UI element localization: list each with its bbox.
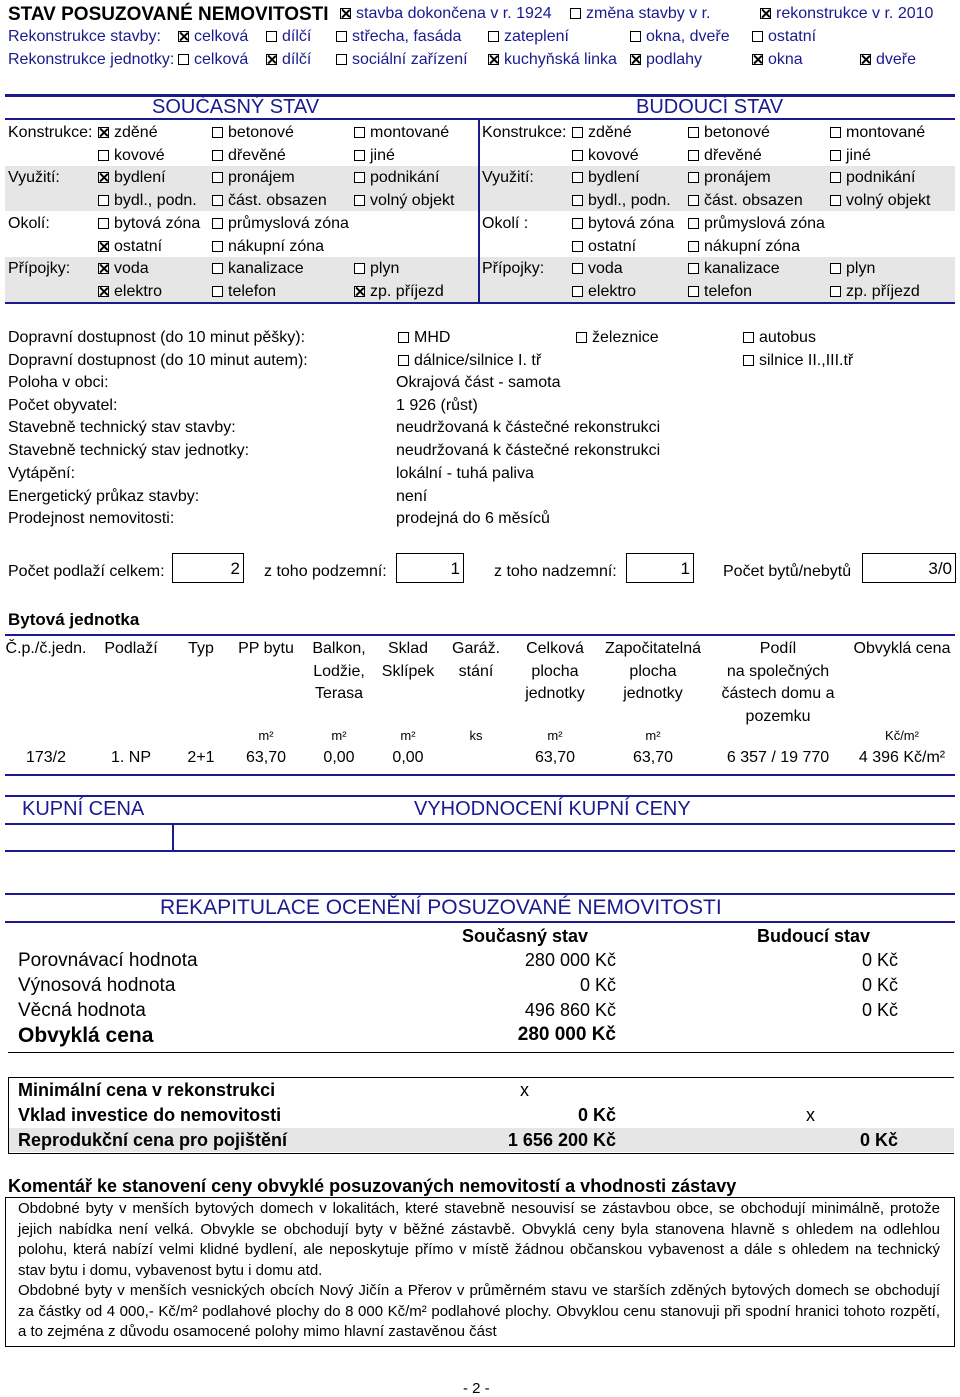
checkbox-icon bbox=[336, 31, 347, 42]
checkbox-option[interactable]: dřevěné bbox=[212, 147, 286, 165]
okoli-label: Okolí: bbox=[8, 215, 50, 232]
checkbox-icon bbox=[572, 263, 583, 274]
checkbox-icon bbox=[212, 286, 223, 297]
checkbox-icon bbox=[354, 195, 365, 206]
doprava-pesky-label: Dopravní dostupnost (do 10 minut pěšky): bbox=[8, 329, 306, 346]
vyuziti-label: Využití: bbox=[8, 169, 60, 186]
checkbox-option[interactable]: elektro bbox=[572, 283, 636, 301]
obvykla-cena-label: Obvyklá cena bbox=[18, 1024, 154, 1047]
checkbox-option[interactable]: jiné bbox=[354, 147, 395, 165]
checkbox-icon bbox=[830, 195, 841, 206]
checkbox-icon bbox=[266, 31, 277, 42]
info-value: neudržovaná k částečné rekonstrukci bbox=[396, 442, 661, 460]
recap-row-current: 496 860 Kč bbox=[524, 1000, 616, 1020]
table-cell: 0,00 bbox=[323, 749, 355, 766]
column-header: PP bytu bbox=[238, 640, 294, 657]
info-value: 1 926 (růst) bbox=[396, 396, 478, 414]
checkbox-option[interactable]: telefon bbox=[688, 283, 752, 301]
opt-silnice[interactable]: silnice II.,III.tř bbox=[743, 352, 853, 370]
future-state-title: BUDOUCÍ STAV bbox=[636, 96, 784, 118]
rekon-jednotky-label: Rekonstrukce jednotky: bbox=[8, 51, 175, 68]
checkbox-option[interactable]: podnikání bbox=[354, 169, 439, 187]
floors-underground-value: 1 bbox=[396, 553, 464, 583]
recap-row-current: 0 Kč bbox=[579, 975, 616, 995]
checkbox-option[interactable]: dílčí bbox=[266, 28, 311, 46]
table-cell: 2+1 bbox=[187, 749, 215, 766]
checkbox-option[interactable]: kovové bbox=[98, 147, 165, 165]
checkbox-icon bbox=[572, 286, 583, 297]
checked-box-icon bbox=[98, 172, 109, 183]
checked-box-icon bbox=[178, 31, 189, 42]
checkbox-option[interactable]: plyn bbox=[354, 260, 399, 278]
info-label: Prodejnost nemovitosti: bbox=[8, 510, 175, 528]
column-header: Terasa bbox=[314, 685, 364, 702]
comment-paragraph-1: Obdobné byty v menších bytových domech v lokalitách, které stavebně nesouvisí se zástavbou obce, se obchodují minimálně, protože jejich nabídka není velká. Obvykle se obchodují byty v běžné zástavbě. Obvyklá ceny byla stanovena hlavně s ohledem na odlehlou polohu, která nabízí velmi klidné bydlení, ale neposkytuje přímo v místě žádnou občanskou vybavenost a dále s ohledem na technický stav bytu i domu, vybavenost bytu i domu atd. bbox=[18, 1200, 940, 1279]
checked-box-icon bbox=[354, 286, 365, 297]
checkbox-icon bbox=[688, 218, 699, 229]
checked-box-icon bbox=[266, 54, 277, 65]
checkbox-icon bbox=[212, 150, 223, 161]
checkbox-option[interactable]: montované bbox=[354, 124, 449, 142]
checkbox-icon bbox=[572, 218, 583, 229]
floors-above-value: 1 bbox=[626, 553, 694, 583]
checkbox-icon bbox=[212, 241, 223, 252]
kupni-cena-title: KUPNÍ CENA bbox=[22, 798, 145, 820]
column-header: Garáž. bbox=[451, 640, 501, 657]
info-value: prodejná do 6 měsíců bbox=[396, 510, 550, 528]
checkbox-icon bbox=[572, 172, 583, 183]
column-divider bbox=[478, 120, 480, 304]
checkbox-option[interactable]: střecha, fasáda bbox=[336, 28, 461, 46]
recap-row-label: Výnosová hodnota bbox=[18, 975, 176, 996]
table-cell: 173/2 bbox=[25, 749, 67, 766]
info-value: není bbox=[396, 487, 428, 505]
table-cell: 63,70 bbox=[632, 749, 674, 766]
column-header: plocha bbox=[531, 662, 579, 680]
checkbox-icon bbox=[354, 172, 365, 183]
section-rule bbox=[5, 118, 955, 120]
table-rule bbox=[5, 634, 955, 636]
checkbox-option[interactable]: kuchyňská linka bbox=[488, 51, 617, 69]
checkbox-option[interactable]: betonové bbox=[212, 124, 294, 142]
column-header: Balkon, bbox=[312, 640, 366, 657]
checkbox-icon bbox=[398, 355, 409, 366]
table-cell: 63,70 bbox=[245, 749, 287, 766]
opt-dokoncena[interactable]: stavba dokončena v r. 1924 bbox=[340, 5, 552, 23]
checkbox-icon bbox=[212, 263, 223, 274]
opt-mhd[interactable]: MHD bbox=[398, 329, 450, 347]
checked-box-icon bbox=[98, 241, 109, 252]
section-rule bbox=[5, 94, 955, 97]
vyhodnoceni-title: VYHODNOCENÍ KUPNÍ CENY bbox=[414, 798, 691, 820]
column-header: jednotky bbox=[525, 685, 585, 702]
checked-box-icon bbox=[752, 54, 763, 65]
opt-zeleznice[interactable]: železnice bbox=[576, 329, 659, 347]
checkbox-option[interactable]: montované bbox=[830, 124, 925, 142]
table-cell: 1. NP bbox=[110, 749, 152, 766]
checkbox-icon bbox=[178, 54, 189, 65]
opt-autobus[interactable]: autobus bbox=[743, 329, 816, 347]
column-divider bbox=[172, 823, 174, 851]
konstrukce-label: Konstrukce: bbox=[8, 124, 93, 141]
checkbox-icon bbox=[212, 127, 223, 138]
checkbox-option[interactable]: sociální zařízení bbox=[336, 51, 468, 69]
checkbox-option[interactable]: kovové bbox=[572, 147, 639, 165]
checkbox-icon bbox=[572, 241, 583, 252]
column-header: plocha bbox=[629, 662, 677, 680]
info-value: Okrajová část - samota bbox=[396, 374, 561, 391]
checkbox-icon bbox=[212, 218, 223, 229]
info-label: Počet obyvatel: bbox=[8, 396, 118, 414]
info-label: Stavebně technický stav jednotky: bbox=[8, 442, 250, 460]
section-rule bbox=[5, 795, 955, 797]
checkbox-option[interactable]: pronájem bbox=[212, 169, 295, 187]
checkbox-option[interactable]: část. obsazen bbox=[688, 192, 803, 210]
checkbox-option[interactable]: nákupní zóna bbox=[688, 238, 800, 256]
konstrukce-label: Konstrukce: bbox=[482, 124, 567, 141]
column-header: Č.p./č.jedn. bbox=[5, 640, 87, 657]
checkbox-icon bbox=[688, 195, 699, 206]
repro-label: Reprodukční cena pro pojištění bbox=[18, 1130, 288, 1150]
table-cell: 0,00 bbox=[392, 749, 424, 766]
section-rule bbox=[5, 823, 955, 825]
checkbox-icon bbox=[98, 150, 109, 161]
checkbox-icon bbox=[688, 127, 699, 138]
checkbox-option[interactable]: část. obsazen bbox=[212, 192, 327, 210]
table-cell: 63,70 bbox=[534, 749, 576, 766]
table-cell: 4 396 Kč/m² bbox=[858, 749, 946, 766]
info-label: Vytápění: bbox=[8, 464, 76, 482]
table-rule bbox=[5, 774, 955, 776]
okoli-label: Okolí : bbox=[482, 215, 529, 232]
divider bbox=[8, 1052, 954, 1053]
checkbox-option[interactable]: podlahy bbox=[630, 51, 702, 69]
doprava-autem-label: Dopravní dostupnost (do 10 minut autem): bbox=[8, 352, 308, 369]
checkbox-icon bbox=[572, 195, 583, 206]
checkbox-option[interactable]: elektro bbox=[98, 283, 162, 301]
section-rule bbox=[5, 302, 955, 304]
checkbox-icon bbox=[830, 127, 841, 138]
column-header: částech domu a bbox=[721, 685, 835, 702]
checkbox-icon bbox=[830, 263, 841, 274]
unit-label: m² bbox=[331, 728, 347, 743]
recap-col-current: Současný stav bbox=[462, 926, 589, 946]
checkbox-option[interactable]: zděné bbox=[572, 124, 632, 142]
unit-label: m² bbox=[547, 728, 563, 743]
recap-row-future: 0 Kč bbox=[861, 975, 898, 995]
checked-box-icon bbox=[98, 286, 109, 297]
checked-box-icon bbox=[630, 54, 641, 65]
column-header: Sklad bbox=[387, 640, 429, 657]
units-count-value: 3/0 bbox=[862, 553, 956, 583]
checkbox-icon bbox=[688, 286, 699, 297]
page-number: - 2 - bbox=[463, 1380, 490, 1397]
divider bbox=[8, 1077, 954, 1078]
checkbox-icon bbox=[830, 286, 841, 297]
comment-text bbox=[18, 1199, 940, 1343]
checkbox-icon bbox=[212, 172, 223, 183]
page-title: STAV POSUZOVANÉ NEMOVITOSTI bbox=[8, 4, 329, 25]
checked-box-icon bbox=[488, 54, 499, 65]
checkbox-option[interactable]: zděné bbox=[98, 124, 158, 142]
checkbox-icon bbox=[688, 241, 699, 252]
rekon-stavby-label: Rekonstrukce stavby: bbox=[8, 28, 161, 45]
checked-box-icon bbox=[860, 54, 871, 65]
checkbox-option[interactable]: plyn bbox=[830, 260, 875, 278]
opt-rekonstrukce[interactable]: rekonstrukce v r. 2010 bbox=[760, 5, 933, 23]
checkbox-option[interactable]: kanalizace bbox=[688, 260, 780, 278]
info-label: Energetický průkaz stavby: bbox=[8, 487, 200, 505]
info-value: neudržovaná k částečné rekonstrukci bbox=[396, 419, 661, 437]
checkbox-option[interactable]: bytová zóna bbox=[98, 215, 200, 233]
checkbox-icon bbox=[572, 150, 583, 161]
info-label: Poloha v obci: bbox=[8, 374, 109, 391]
column-header: na společných bbox=[726, 662, 830, 680]
column-header: Obvyklá cena bbox=[853, 640, 951, 657]
checkbox-icon bbox=[212, 195, 223, 206]
recap-row-label: Porovnávací hodnota bbox=[18, 950, 198, 971]
recap-title: REKAPITULACE OCENĚNÍ POSUZOVANÉ NEMOVITOSTI bbox=[160, 896, 722, 919]
column-header: pozemku bbox=[745, 707, 811, 725]
checkbox-option[interactable]: voda bbox=[98, 260, 149, 278]
checkbox-option[interactable]: průmyslová zóna bbox=[688, 215, 825, 233]
min-cena-label: Minimální cena v rekonstrukci bbox=[18, 1080, 276, 1100]
checkbox-option[interactable]: nákupní zóna bbox=[212, 238, 324, 256]
checkbox-option[interactable]: pronájem bbox=[688, 169, 771, 187]
table-cell: 6 357 / 19 770 bbox=[726, 749, 830, 766]
unit-label: m² bbox=[258, 728, 274, 743]
checkbox-icon bbox=[354, 127, 365, 138]
column-header: Typ bbox=[188, 640, 214, 657]
checkbox-icon bbox=[630, 31, 641, 42]
checkbox-option[interactable]: volný objekt bbox=[354, 192, 455, 210]
checkbox-icon bbox=[98, 195, 109, 206]
column-header: Lodžie, bbox=[313, 662, 365, 680]
checkbox-option[interactable]: průmyslová zóna bbox=[212, 215, 349, 233]
comment-paragraph-2: Obdobné byty v menších vesnických obcích Nový Jičín a Přerov v průměrném stavu ve starších zděných bytových domech se obchodují za částky od 4 000,- Kč/m² podlahové plochy do 8 000 Kč/m² podlahové plochy. Obvyklou cenu stanovuji při spodní hranici tohoto rozpětí, a to zejména z důvodu osamocené polohy mimo hlavní zastavěnou část bbox=[18, 1282, 940, 1340]
current-state-title: SOUČASNÝ STAV bbox=[152, 96, 320, 118]
vklad-current: 0 Kč bbox=[577, 1105, 616, 1125]
floors-total-label: Počet podlaží celkem: bbox=[8, 563, 165, 580]
checkbox-icon bbox=[830, 150, 841, 161]
checkbox-icon bbox=[688, 263, 699, 274]
checkbox-icon bbox=[340, 8, 351, 19]
checkbox-icon bbox=[354, 263, 365, 274]
opt-dalnice[interactable]: dálnice/silnice I. tř bbox=[398, 352, 541, 370]
checkbox-option[interactable]: volný objekt bbox=[830, 192, 931, 210]
column-header: Celková bbox=[526, 640, 584, 657]
recap-col-future: Budoucí stav bbox=[757, 926, 871, 946]
column-header: Započitatelná bbox=[604, 640, 702, 657]
checkbox-icon bbox=[830, 172, 841, 183]
repro-future: 0 Kč bbox=[859, 1130, 898, 1150]
checkbox-option[interactable]: celková bbox=[178, 51, 248, 69]
comment-title: Komentář ke stanovení ceny obvyklé posuzovaných nemovitostí a vhodnosti zástavy bbox=[8, 1176, 737, 1196]
checkbox-option[interactable]: dveře bbox=[860, 51, 916, 69]
unit-label: Kč/m² bbox=[885, 728, 919, 743]
floors-total-value: 2 bbox=[172, 553, 244, 583]
checkbox-icon bbox=[576, 332, 587, 343]
checkbox-icon bbox=[398, 332, 409, 343]
checkbox-icon bbox=[688, 172, 699, 183]
floors-above-label: z toho nadzemní: bbox=[494, 563, 617, 580]
checkbox-option[interactable]: bydl., podn. bbox=[572, 192, 671, 210]
unit-table-title: Bytová jednotka bbox=[8, 610, 140, 629]
checkbox-icon bbox=[743, 355, 754, 366]
recap-row-label: Věcná hodnota bbox=[18, 1000, 146, 1021]
checkbox-option[interactable]: okna, dveře bbox=[630, 28, 730, 46]
pripojky-label: Přípojky: bbox=[8, 260, 71, 277]
section-rule bbox=[5, 921, 955, 923]
checked-box-icon bbox=[98, 263, 109, 274]
checkbox-option[interactable]: ostatní bbox=[752, 28, 816, 46]
vklad-label: Vklad investice do nemovitosti bbox=[18, 1105, 282, 1125]
checkbox-icon bbox=[98, 218, 109, 229]
checkbox-option[interactable]: celková bbox=[178, 28, 248, 46]
min-cena-value: x bbox=[520, 1080, 529, 1100]
divider bbox=[8, 1153, 954, 1154]
column-header: Sklípek bbox=[381, 662, 435, 680]
checkbox-icon bbox=[488, 31, 499, 42]
checkbox-option[interactable]: bytová zóna bbox=[572, 215, 674, 233]
checkbox-option[interactable]: bydl., podn. bbox=[98, 192, 197, 210]
recap-row-current: 280 000 Kč bbox=[524, 950, 616, 970]
obvykla-cena-value: 280 000 Kč bbox=[517, 1024, 616, 1045]
checkbox-icon bbox=[688, 150, 699, 161]
column-header: jednotky bbox=[623, 685, 683, 702]
pripojky-label: Přípojky: bbox=[482, 260, 545, 277]
unit-label: m² bbox=[400, 728, 416, 743]
checkbox-icon bbox=[570, 8, 581, 19]
unit-label: ks bbox=[469, 728, 483, 743]
checkbox-option[interactable]: zp. příjezd bbox=[830, 283, 920, 301]
checkbox-icon bbox=[336, 54, 347, 65]
checkbox-option[interactable]: telefon bbox=[212, 283, 276, 301]
checkbox-icon bbox=[743, 332, 754, 343]
checkbox-option[interactable]: kanalizace bbox=[212, 260, 304, 278]
checkbox-option[interactable]: jiné bbox=[830, 147, 871, 165]
checkbox-option[interactable]: dřevěné bbox=[688, 147, 762, 165]
checked-box-icon bbox=[98, 127, 109, 138]
section-rule bbox=[5, 893, 955, 895]
repro-current: 1 656 200 Kč bbox=[507, 1130, 616, 1150]
recap-row-future: 0 Kč bbox=[861, 950, 898, 970]
units-count-label: Počet bytů/nebytů bbox=[723, 563, 852, 580]
vklad-future: x bbox=[806, 1105, 815, 1125]
opt-zmena[interactable]: změna stavby v r. bbox=[570, 5, 711, 23]
checkbox-option[interactable]: zateplení bbox=[488, 28, 569, 46]
section-rule bbox=[5, 850, 955, 852]
checkbox-icon bbox=[760, 8, 771, 19]
vyuziti-label: Využití: bbox=[482, 169, 534, 186]
floors-underground-label: z toho podzemní: bbox=[264, 563, 387, 580]
checkbox-option[interactable]: ostatní bbox=[572, 238, 636, 256]
checkbox-option[interactable]: okna bbox=[752, 51, 803, 69]
checkbox-option[interactable]: bydlení bbox=[572, 169, 640, 187]
info-value: lokální - tuhá paliva bbox=[396, 464, 534, 482]
checkbox-icon bbox=[572, 127, 583, 138]
checkbox-icon bbox=[752, 31, 763, 42]
checkbox-option[interactable]: dílčí bbox=[266, 51, 311, 69]
checkbox-option[interactable]: bydlení bbox=[98, 169, 166, 187]
unit-label: m² bbox=[645, 728, 661, 743]
column-header: Podlaží bbox=[104, 640, 158, 657]
checkbox-option[interactable]: betonové bbox=[688, 124, 770, 142]
column-header: Podíl bbox=[759, 640, 797, 657]
recap-row-future: 0 Kč bbox=[861, 1000, 898, 1020]
column-header: stání bbox=[458, 662, 494, 680]
info-label: Stavebně technický stav stavby: bbox=[8, 419, 236, 437]
checkbox-option[interactable]: voda bbox=[572, 260, 623, 278]
checkbox-option[interactable]: ostatní bbox=[98, 238, 162, 256]
checkbox-option[interactable]: podnikání bbox=[830, 169, 915, 187]
checkbox-icon bbox=[354, 150, 365, 161]
checkbox-option[interactable]: zp. příjezd bbox=[354, 283, 444, 301]
